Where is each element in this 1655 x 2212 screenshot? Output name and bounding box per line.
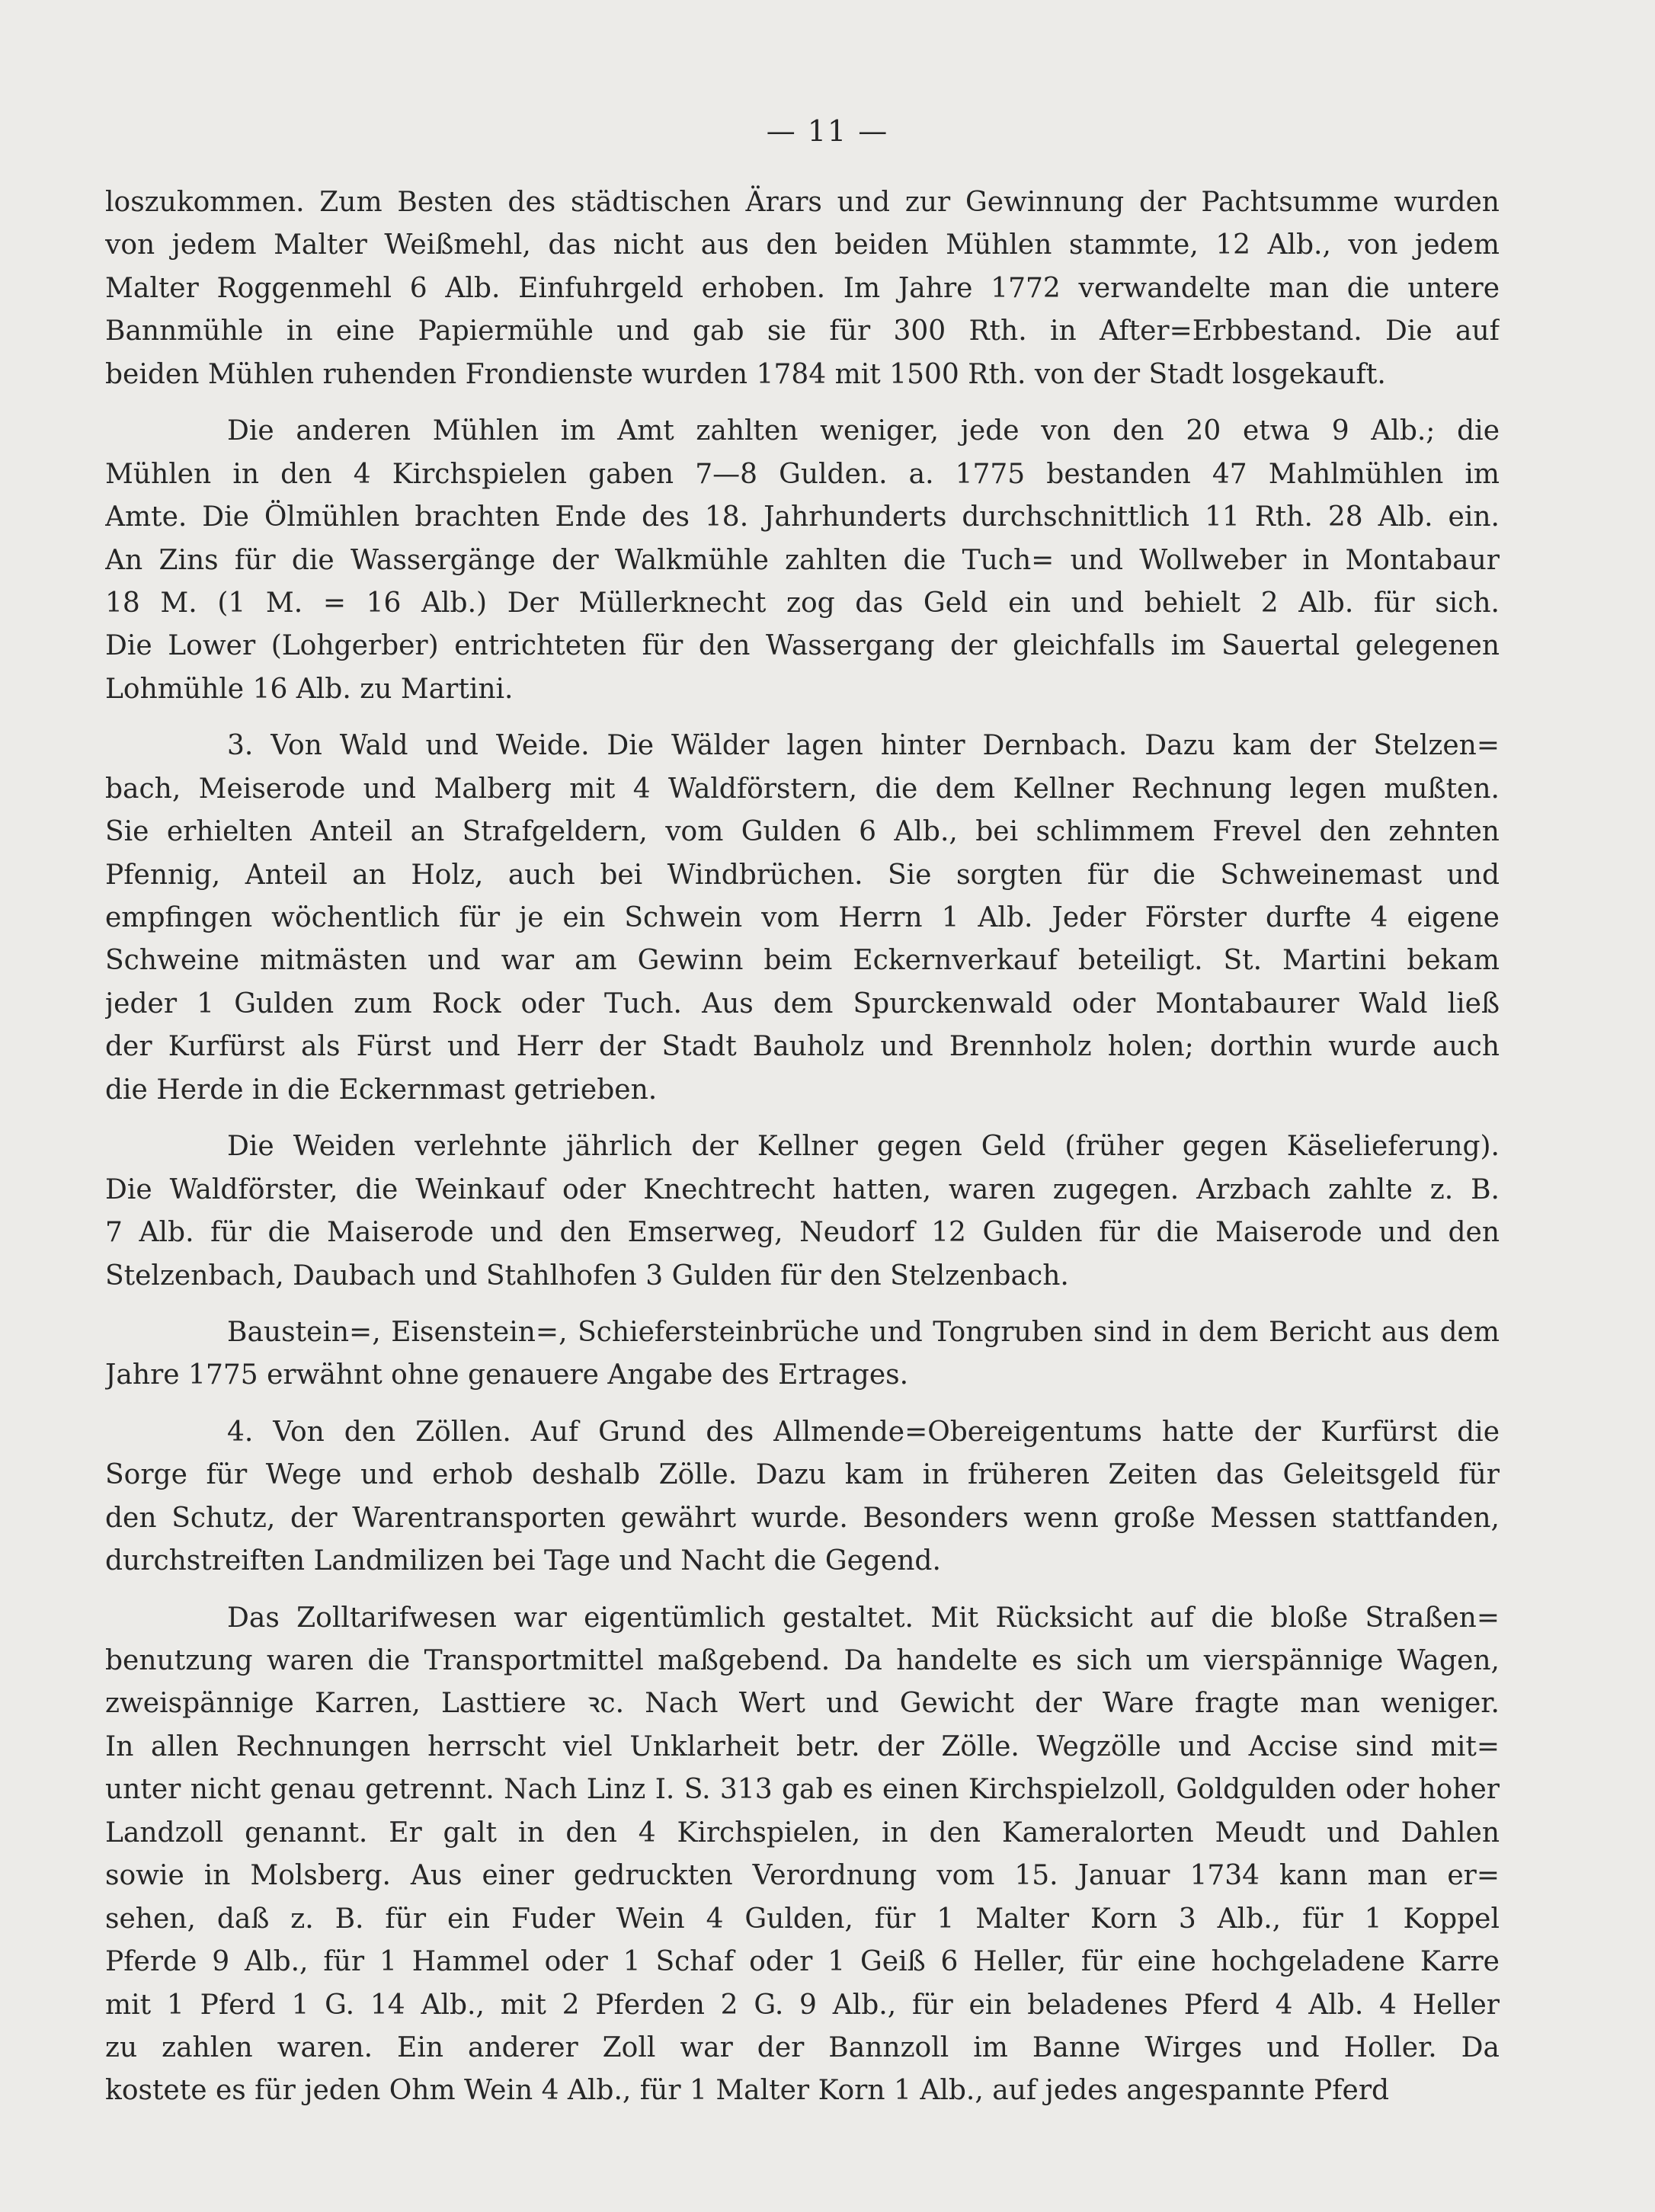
text-line: sowie in Molsberg. Aus einer gedruckten Verordnung vom 15. Januar 1734 kann man er= (105, 1860, 1500, 1892)
body-text (105, 181, 1500, 2113)
text-line: von jedem Malter Weißmehl, das nicht aus den beiden Mühlen stammte, 12 Alb., von jedem (105, 229, 1500, 261)
paragraph (105, 181, 1500, 396)
text-line: Stelzenbach, Daubach und Stahlhofen 3 Gulden für den Stelzenbach. (105, 1260, 1069, 1292)
paragraph (105, 1597, 1500, 2113)
text-line: Landzoll genannt. Er galt in den 4 Kirchspielen, in den Kameralorten Meudt und Dahlen (105, 1817, 1500, 1849)
text-line: den Schutz, der Warentransporten gewährt wurde. Besonders wenn große Messen stattfanden, (105, 1502, 1500, 1534)
text-line: 4. Von den Zöllen. Auf Grund des Allmende=Obereigentums hatte der Kurfürst die (227, 1416, 1500, 1448)
paragraph (105, 410, 1500, 711)
paragraph (105, 1125, 1500, 1298)
text-line: loszukommen. Zum Besten des städtischen Ärars und zur Gewinnung der Pachtsumme wurden (105, 187, 1500, 218)
text-line: unter nicht genau getrennt. Nach Linz I. S. 313 gab es einen Kirchspielzoll, Goldgulden oder hoher (105, 1774, 1500, 1806)
text-line: Die Waldförster, die Weinkauf oder Knechtrecht hatten, waren zugegen. Arzbach zahlte z. B. (105, 1173, 1500, 1205)
text-line: Sorge für Wege und erhob deshalb Zölle. Dazu kam in früheren Zeiten das Geleitsgeld für (105, 1459, 1500, 1491)
text-line: Pferde 9 Alb., für 1 Hammel oder 1 Schaf oder 1 Geiß 6 Heller, für eine hochgeladene Karre (105, 1946, 1500, 1978)
text-line: sehen, daß z. B. für ein Fuder Wein 4 Gulden, für 1 Malter Korn 3 Alb., für 1 Koppel (105, 1903, 1500, 1935)
text-line: benutzung waren die Transportmittel maßgebend. Da handelte es sich um vierspännige Wagen, (105, 1645, 1500, 1676)
text-line: Baustein=, Eisenstein=, Schiefersteinbrüche und Tongruben sind in dem Bericht aus dem (227, 1316, 1500, 1348)
text-line: 18 M. (1 M. = 16 Alb.) Der Müllerknecht zog das Geld ein und behielt 2 Alb. für sich. (105, 587, 1500, 619)
text-line: Die anderen Mühlen im Amt zahlten weniger, jede von den 20 etwa 9 Alb.; die (227, 415, 1500, 447)
paragraph (105, 1411, 1500, 1583)
text-line: 3. Von Wald und Weide. Die Wälder lagen hinter Dernbach. Dazu kam der Stelzen= (227, 730, 1500, 762)
text-line: bach, Meiserode und Malberg mit 4 Waldförstern, die dem Kellner Rechnung legen mußten. (105, 773, 1500, 805)
text-line: mit 1 Pferd 1 G. 14 Alb., mit 2 Pferden 2 G. 9 Alb., für ein beladenes Pferd 4 Alb. 4 Heller (105, 1989, 1500, 2021)
paragraph (105, 725, 1500, 1112)
text-line: Mühlen in den 4 Kirchspielen gaben 7—8 Gulden. a. 1775 bestanden 47 Mahlmühlen im (105, 458, 1500, 490)
text-line: zweispännige Karren, Lasttiere ꝛc. Nach Wert und Gewicht der Ware fragte man weniger. (105, 1688, 1500, 1720)
text-line: kostete es für jeden Ohm Wein 4 Alb., für 1 Malter Korn 1 Alb., auf jedes angespannte Pferd (105, 2075, 1390, 2107)
text-line: Schweine mitmästen und war am Gewinn beim Eckernverkauf beteiligt. St. Martini bekam (105, 945, 1500, 977)
text-line: In allen Rechnungen herrscht viel Unklarheit betr. der Zölle. Wegzölle und Accise sind mit= (105, 1730, 1500, 1762)
text-line: Die Lower (Lohgerber) entrichteten für den Wassergang der gleichfalls im Sauertal gelegenen (105, 630, 1500, 662)
text-line: beiden Mühlen ruhenden Frondienste wurden 1784 mit 1500 Rth. von der Stadt losgekauft. (105, 358, 1386, 390)
text-line: Das Zolltarifwesen war eigentümlich gestaltet. Mit Rücksicht auf die bloße Straßen= (227, 1602, 1500, 1634)
text-line: Sie erhielten Anteil an Strafgeldern, vom Gulden 6 Alb., bei schlimmem Frevel den zehnten (105, 816, 1500, 848)
text-line: Amte. Die Ölmühlen brachten Ende des 18. Jahrhunderts durchschnittlich 11 Rth. 28 Alb. ein. (105, 501, 1500, 533)
text-line: An Zins für die Wassergänge der Walkmühle zahlten die Tuch= und Wollweber in Montabaur (105, 544, 1500, 576)
page-number: — 11 — (766, 114, 889, 148)
paragraph (105, 1311, 1500, 1397)
text-line: Pfennig, Anteil an Holz, auch bei Windbrüchen. Sie sorgten für die Schweinemast und (105, 859, 1500, 891)
text-line: Malter Roggenmehl 6 Alb. Einfuhrgeld erhoben. Im Jahre 1772 verwandelte man die untere (105, 272, 1500, 304)
text-line: Jahre 1775 erwähnt ohne genauere Angabe des Ertrages. (105, 1359, 909, 1391)
text-line: Bannmühle in eine Papiermühle und gab sie für 300 Rth. in After=Erbbestand. Die auf (105, 315, 1500, 347)
text-line: zu zahlen waren. Ein anderer Zoll war der Bannzoll im Banne Wirges und Holler. Da (105, 2031, 1500, 2063)
text-line: durchstreiften Landmilizen bei Tage und Nacht die Gegend. (105, 1545, 941, 1577)
text-line: empfingen wöchentlich für je ein Schwein vom Herrn 1 Alb. Jeder Förster durfte 4 eigene (105, 902, 1500, 933)
text-line: Die Weiden verlehnte jährlich der Kellner gegen Geld (früher gegen Käselieferung). (227, 1131, 1500, 1163)
text-line: die Herde in die Eckernmast getrieben. (105, 1074, 658, 1106)
text-line: jeder 1 Gulden zum Rock oder Tuch. Aus dem Spurckenwald oder Montabaurer Wald ließ (105, 988, 1500, 1020)
text-line: 7 Alb. für die Maiserode und den Emserweg, Neudorf 12 Gulden für die Maiserode und den (105, 1217, 1500, 1249)
text-line: Lohmühle 16 Alb. zu Martini. (105, 673, 514, 705)
text-line: der Kurfürst als Fürst und Herr der Stadt Bauholz und Brennholz holen; dorthin wurde auch (105, 1031, 1500, 1063)
